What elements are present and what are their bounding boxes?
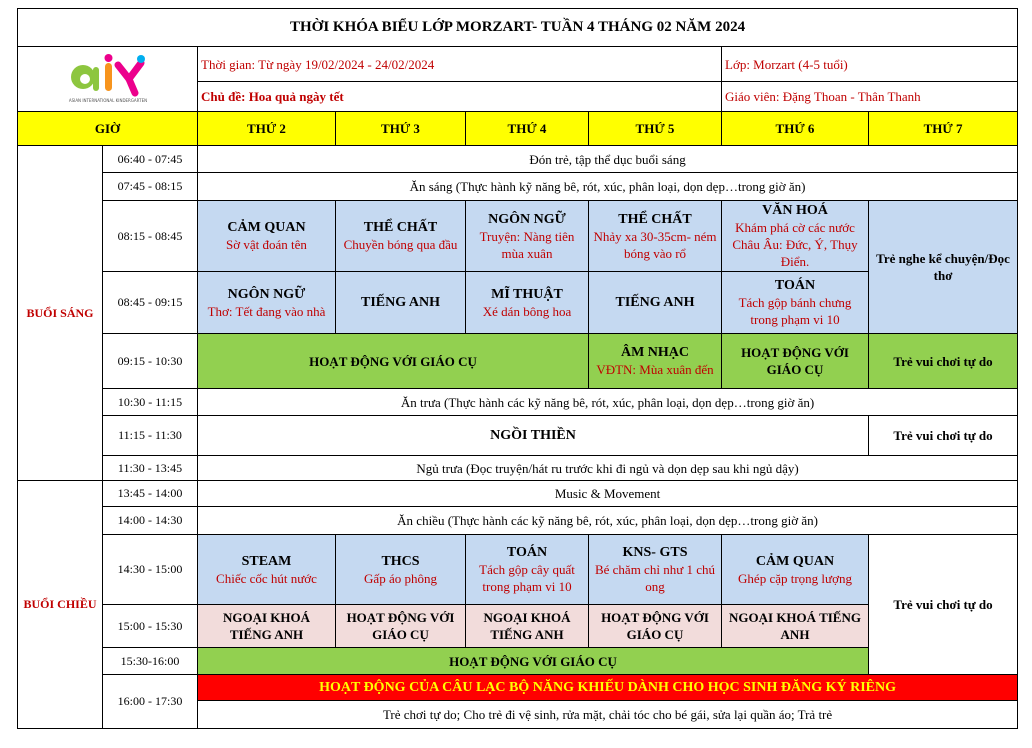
lesson-subject: NGÔN NGỮ — [227, 286, 306, 302]
lesson-desc: Bé chăm chỉ như 1 chú ong — [594, 562, 716, 594]
lesson-subject: CẢM QUAN — [755, 553, 835, 569]
logo-cell — [18, 47, 198, 112]
session-morning: BUỔI SÁNG — [18, 146, 103, 481]
lesson-cell — [722, 535, 869, 605]
logo-subtitle: ASIAN INTERNATIONAL KINDERGARTEN — [68, 98, 147, 103]
lesson-desc: Khám phá cờ các nước Châu Âu: Đức, Ý, Thụy Điển. — [732, 220, 858, 269]
lesson-subject: TIẾNG ANH — [361, 295, 440, 310]
saturday-free-play: Trẻ vui chơi tự do — [869, 416, 1018, 456]
lesson-cell — [198, 272, 336, 334]
row-meditation: NGỒI THIỀN — [198, 416, 869, 456]
lesson-desc: Chiếc cốc hút nước — [216, 570, 317, 586]
lesson-subject: KNS- GTS — [622, 545, 688, 560]
extra-english: NGOẠI KHOÁ TIẾNG ANH — [722, 605, 869, 648]
time-slot: 07:45 - 08:15 — [103, 173, 198, 201]
lesson-cell — [589, 535, 722, 605]
activity-materials: HOẠT ĐỘNG VỚI GIÁO CỤ — [336, 605, 466, 648]
row-nap: Ngủ trưa (Đọc truyện/hát ru trước khi đi ngủ và dọn dẹp sau khi ngủ dậy) — [198, 456, 1018, 481]
extra-english: NGOẠI KHOÁ TIẾNG ANH — [198, 605, 336, 648]
time-slot: 15:00 - 15:30 — [103, 605, 198, 648]
timetable — [17, 8, 1018, 729]
lesson-subject: CẢM QUAN — [227, 220, 306, 235]
header-sat: THỨ 7 — [869, 112, 1018, 146]
lesson-desc: Sờ vật đoán tên — [226, 237, 307, 252]
lesson-desc: Truyện: Nàng tiên mùa xuân — [479, 228, 575, 261]
lesson-subject: TOÁN — [506, 545, 548, 560]
saturday-free-play: Trẻ vui chơi tự do — [869, 535, 1018, 675]
time-slot: 14:30 - 15:00 — [103, 535, 198, 605]
activity-materials: HOẠT ĐỘNG VỚI GIÁO CỤ — [589, 605, 722, 648]
topic-cell — [198, 82, 722, 112]
page-title: THỜI KHÓA BIỂU LỚP MORZART- TUẦN 4 THÁNG 02 NĂM 2024 — [18, 9, 1018, 47]
teacher: Giáo viên: Đặng Thoan - Thân Thanh — [722, 82, 1018, 112]
lesson-subject: MĨ THUẬT — [491, 286, 563, 302]
lesson-desc: Tách gộp bánh chưng trong phạm vi 10 — [738, 295, 852, 327]
topic: Hoa quả ngày tết — [248, 89, 344, 104]
activity-materials: HOẠT ĐỘNG VỚI GIÁO CỤ — [198, 334, 589, 389]
session-afternoon: BUỔI CHIỀU — [18, 481, 103, 729]
lesson-subject: THỂ CHẤT — [363, 220, 438, 235]
time-slot: 08:15 - 08:45 — [103, 201, 198, 272]
lesson-cell — [336, 201, 466, 272]
lesson-subject: ÂM NHẠC — [620, 345, 690, 360]
time-slot: 14:00 - 14:30 — [103, 507, 198, 535]
lesson-desc: Chuyền bóng qua đầu — [343, 237, 458, 252]
time-slot: 15:30-16:00 — [103, 648, 198, 675]
lesson-subject: TIẾNG ANH — [615, 295, 695, 310]
row-lunch: Ăn trưa (Thực hành các kỹ năng bê, rót, xúc, phân loại, dọn dẹp…trong giờ ăn) — [198, 389, 1018, 416]
header-tue: THỨ 3 — [336, 112, 466, 146]
lesson-subject: VĂN HOÁ — [762, 203, 828, 218]
lesson-desc: Tách gộp cây quất trong phạm vi 10 — [479, 562, 575, 594]
lesson-desc: Nhảy xa 30-35cm- ném bóng vào rổ — [593, 228, 717, 261]
topic-label: Chủ đề: — [201, 89, 246, 104]
class-name: Lớp: Morzart (4-5 tuổi) — [722, 47, 1018, 82]
header-hour: GIỜ — [18, 112, 198, 146]
club-activity-banner: HOẠT ĐỘNG CỦA CÂU LẠC BỘ NĂNG KHIẾU DÀNH CHO HỌC SINH ĐĂNG KÝ RIÊNG — [198, 675, 1018, 701]
lesson-desc: VĐTN: Mùa xuân đến — [596, 362, 714, 377]
lesson-subject: STEAM — [241, 553, 292, 569]
lesson-cell — [198, 201, 336, 272]
lesson-cell — [466, 535, 589, 605]
activity-materials: HOẠT ĐỘNG VỚI GIÁO CỤ — [198, 648, 869, 675]
time-slot: 08:45 - 09:15 — [103, 272, 198, 334]
lesson-cell — [336, 535, 466, 605]
school-logo — [63, 49, 153, 105]
lesson-subject: NGÔN NGỮ — [488, 211, 566, 227]
lesson-cell — [589, 334, 722, 389]
extra-english: NGOẠI KHOÁ TIẾNG ANH — [466, 605, 589, 648]
lesson-cell — [722, 272, 869, 334]
header-mon: THỨ 2 — [198, 112, 336, 146]
timetable-sheet — [17, 8, 1017, 740]
lesson-cell — [466, 272, 589, 334]
lesson-cell — [589, 272, 722, 334]
lesson-desc: Xé dán bông hoa — [482, 303, 572, 319]
lesson-cell — [466, 201, 589, 272]
lesson-subject: THỂ CHẤT — [618, 211, 692, 227]
saturday-story: Trẻ nghe kể chuyện/Đọc thơ — [869, 201, 1018, 334]
time-slot: 10:30 - 11:15 — [103, 389, 198, 416]
lesson-cell — [722, 201, 869, 272]
row-breakfast: Ăn sáng (Thực hành kỹ năng bê, rót, xúc, phân loại, dọn dẹp…trong giờ ăn) — [198, 173, 1018, 201]
lesson-subject: THCS — [381, 553, 420, 569]
lesson-cell — [589, 201, 722, 272]
row-music: Music & Movement — [198, 481, 1018, 507]
time-slot: 11:15 - 11:30 — [103, 416, 198, 456]
lesson-desc: Ghép cặp trọng lượng — [738, 570, 852, 586]
time-slot: 06:40 - 07:45 — [103, 146, 198, 173]
time-slot: 09:15 - 10:30 — [103, 334, 198, 389]
lesson-cell — [198, 535, 336, 605]
header-wed: THỨ 4 — [466, 112, 589, 146]
row-welcome: Đón trẻ, tập thể dục buổi sáng — [198, 146, 1018, 173]
lesson-desc: Gấp áo phông — [364, 570, 437, 586]
lesson-cell — [336, 272, 466, 334]
lesson-subject: TOÁN — [774, 278, 816, 293]
row-snack: Ăn chiều (Thực hành các kỹ năng bê, rót, xúc, phân loại, dọn dẹp…trong giờ ăn) — [198, 507, 1018, 535]
header-fri: THỨ 6 — [722, 112, 869, 146]
activity-materials: HOẠT ĐỘNG VỚI GIÁO CỤ — [722, 334, 869, 389]
time-slot: 11:30 - 13:45 — [103, 456, 198, 481]
time-slot: 13:45 - 14:00 — [103, 481, 198, 507]
lesson-desc: Thơ: Tết đang vào nhà — [207, 303, 326, 319]
saturday-free-play: Trẻ vui chơi tự do — [869, 334, 1018, 389]
time-range: Thời gian: Từ ngày 19/02/2024 - 24/02/2024 — [198, 47, 722, 82]
header-thu: THỨ 5 — [589, 112, 722, 146]
time-slot: 16:00 - 17:30 — [103, 675, 198, 729]
row-free-play: Trẻ chơi tự do; Cho trẻ đi vệ sinh, rửa mặt, chải tóc cho bé gái, sửa lại quần áo; Trả trẻ — [198, 701, 1018, 729]
